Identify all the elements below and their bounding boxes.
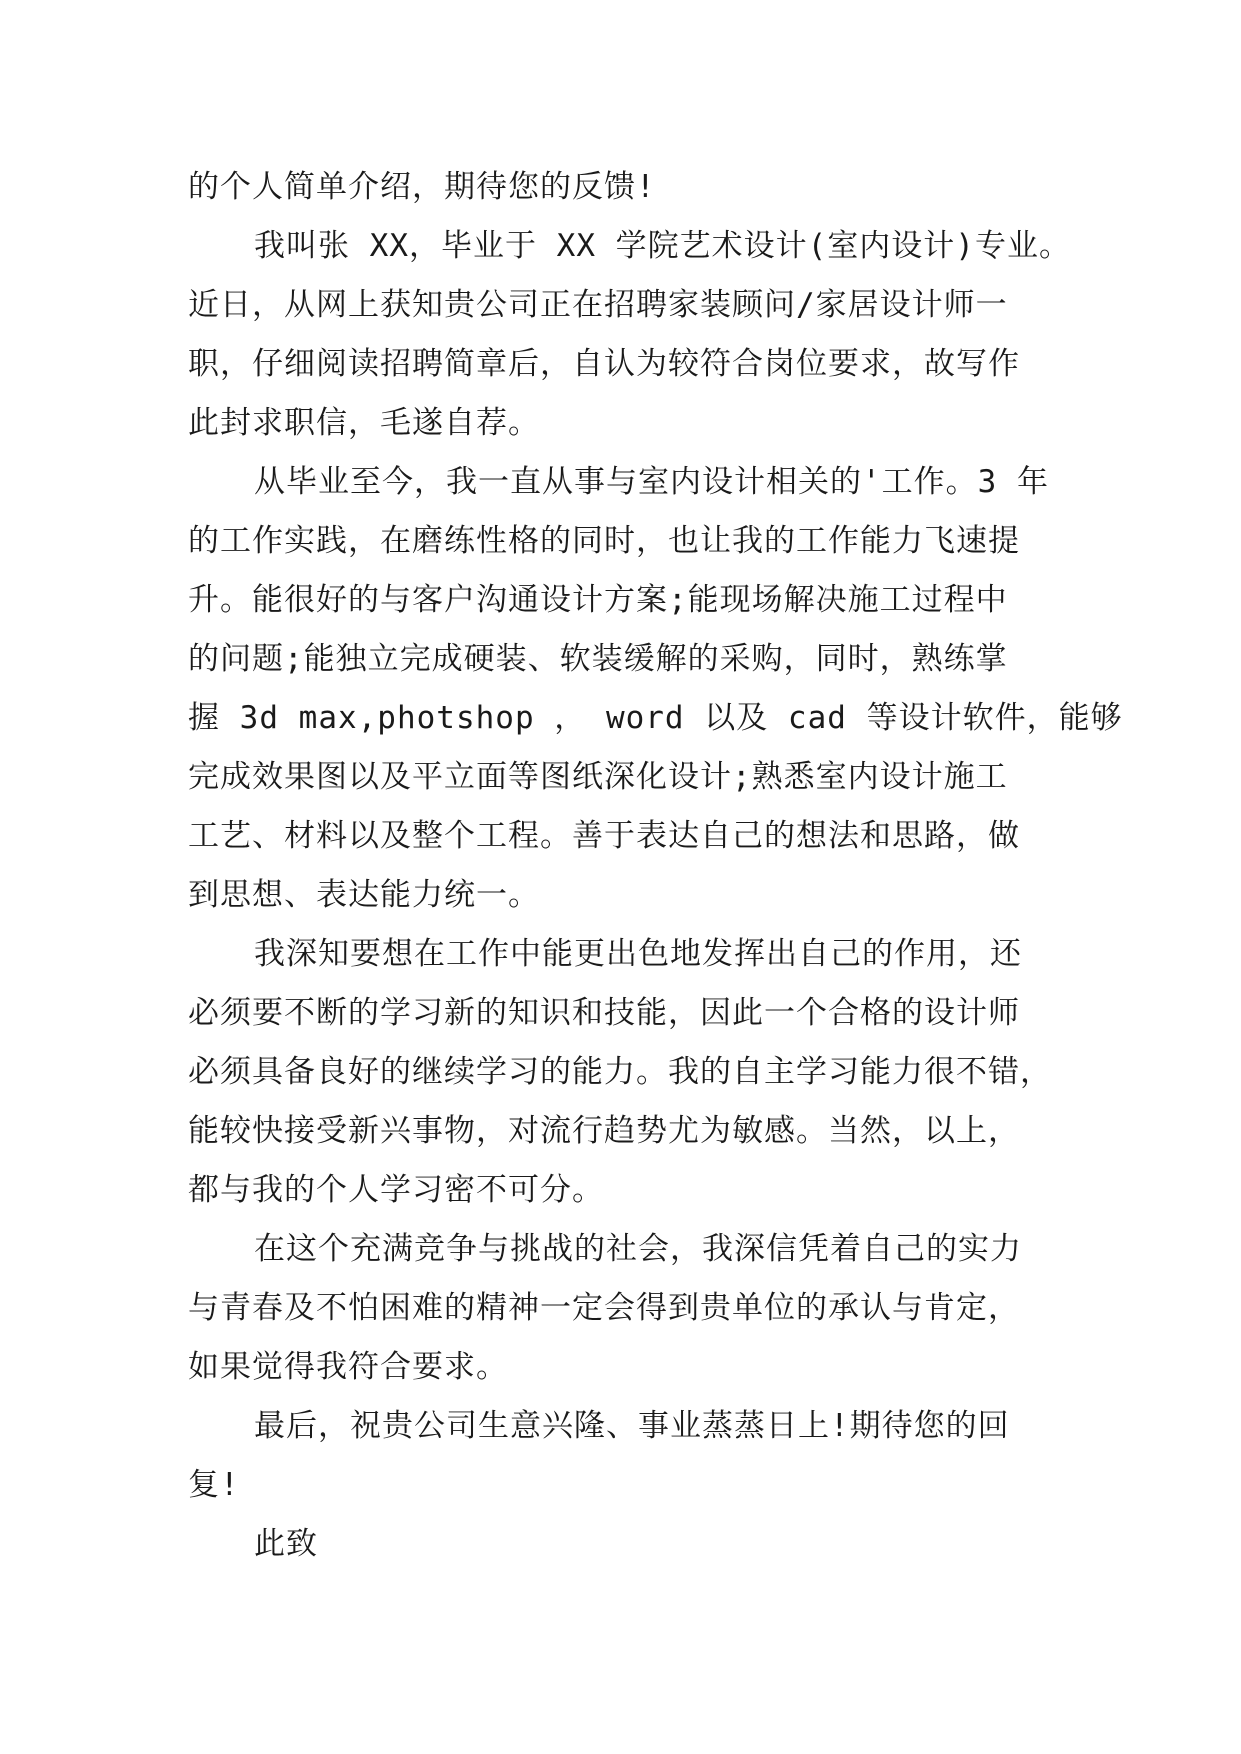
text-line: 此致 (254, 1526, 318, 1562)
text-line: 能较快接受新兴事物，对流行趋势尤为敏感。当然，以上， (188, 1113, 1020, 1149)
text-line: 最后，祝贵公司生意兴隆、事业蒸蒸日上!期待您的回 (254, 1408, 1010, 1444)
text-line: 与青春及不怕困难的精神一定会得到贵单位的承认与肯定， (188, 1290, 1020, 1326)
text-line: 工艺、材料以及整个工程。善于表达自己的想法和思路，做 (188, 818, 1020, 854)
text-line: 的工作实践，在磨练性格的同时，也让我的工作能力飞速提 (188, 523, 1020, 559)
text-line: 职，仔细阅读招聘简章后，自认为较符合岗位要求，故写作 (188, 346, 1020, 382)
text-line: 我深知要想在工作中能更出色地发挥出自己的作用，还 (254, 936, 1022, 972)
text-line: 握 3d max,photshop ， word 以及 cad 等设计软件，能够 (188, 700, 1123, 736)
text-line: 到思想、表达能力统一。 (188, 877, 540, 913)
text-line: 我叫张 XX，毕业于 XX 学院艺术设计(室内设计)专业。 (254, 228, 1071, 264)
text-line: 的个人简单介绍，期待您的反馈! (188, 169, 656, 205)
letter-body (188, 158, 1123, 1574)
text-line: 复! (188, 1467, 240, 1503)
text-line: 从毕业至今，我一直从事与室内设计相关的'工作。3 年 (254, 464, 1049, 500)
text-line: 必须要不断的学习新的知识和技能，因此一个合格的设计师 (188, 995, 1020, 1031)
text-line: 升。能很好的与客户沟通设计方案;能现场解决施工过程中 (188, 582, 1008, 618)
text-line: 完成效果图以及平立面等图纸深化设计;熟悉室内设计施工 (188, 759, 1008, 795)
text-line: 近日，从网上获知贵公司正在招聘家装顾问/家居设计师一 (188, 287, 1008, 323)
text-line: 在这个充满竞争与挑战的社会，我深信凭着自己的实力 (254, 1231, 1022, 1267)
text-line: 如果觉得我符合要求。 (188, 1349, 508, 1385)
text-line: 此封求职信，毛遂自荐。 (188, 405, 540, 441)
text-line: 的问题;能独立完成硬装、软装缓解的采购，同时，熟练掌 (188, 641, 1008, 677)
text-line: 必须具备良好的继续学习的能力。我的自主学习能力很不错， (188, 1054, 1052, 1090)
text-line: 都与我的个人学习密不可分。 (188, 1172, 604, 1208)
